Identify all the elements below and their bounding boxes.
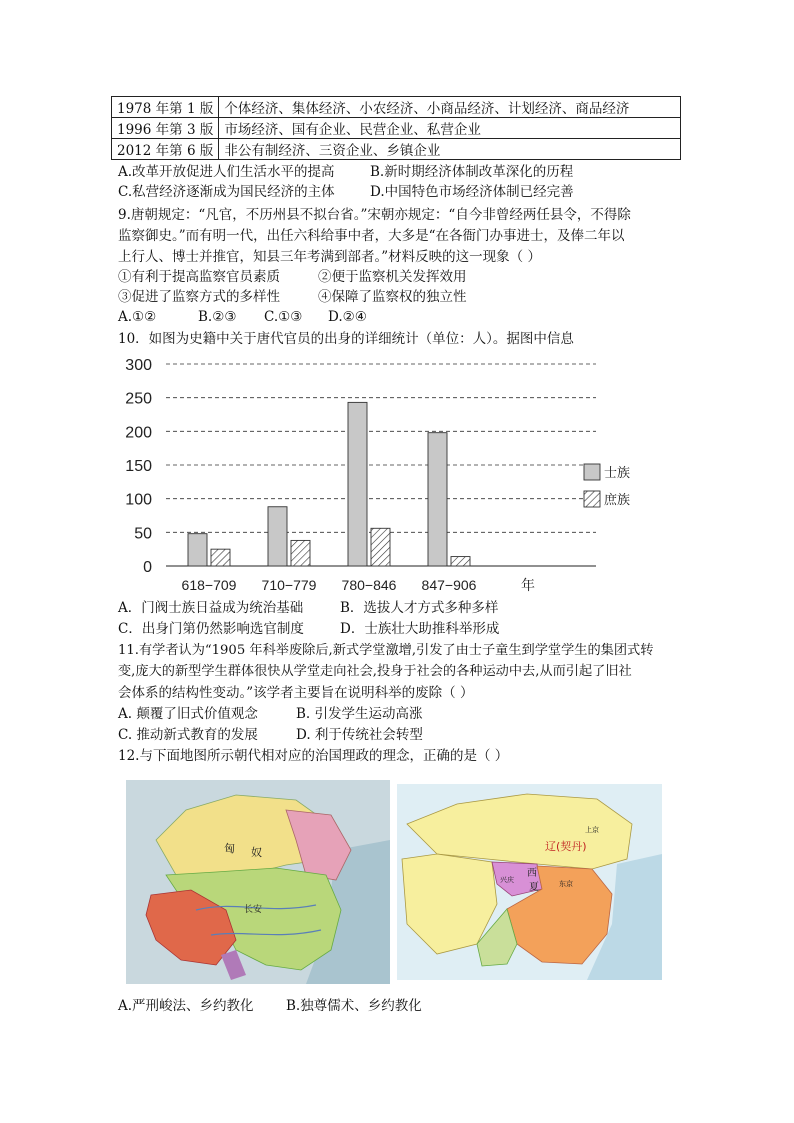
q9-stem-line-1: 9.唐朝规定：“凡官，不历州县不拟台省。”宋朝亦规定：“自今非曾经两任县令，不得除 bbox=[118, 207, 631, 223]
q9-statement-1: ①有利于提高监察官员素质 bbox=[118, 269, 280, 285]
y-tick-label: 50 bbox=[134, 525, 152, 543]
q11-option-d: D. 利于传统社会转型 bbox=[296, 727, 423, 743]
economy-terms-table bbox=[111, 96, 681, 160]
x-tick-label: 710−779 bbox=[261, 577, 317, 593]
table-cell-content: 市场经济、国有企业、民营企业、私营企业 bbox=[219, 118, 681, 139]
map1-label-nu: 奴 bbox=[251, 846, 262, 859]
map2-label-dongjing: 东京 bbox=[559, 880, 573, 888]
q9-option-c: C.①③ bbox=[264, 309, 303, 325]
q9-stem-line-2: 监察御史。”而有明一代，出任六科给事中者，大多是“在各衙门办事进士，及俸二年以 bbox=[118, 228, 625, 244]
table-row bbox=[112, 97, 681, 118]
table-cell-edition: 2012 年第 6 版 bbox=[112, 139, 219, 160]
q10-option-c: C．出身门第仍然影响选官制度 bbox=[118, 621, 304, 637]
map1-label-xiong: 匈 bbox=[224, 842, 235, 855]
table-cell-edition: 1996 年第 3 版 bbox=[112, 118, 219, 139]
map2-label-shangjing: 上京 bbox=[585, 826, 599, 834]
q10-option-a: A．门阀士族日益成为统治基础 bbox=[118, 600, 304, 616]
q8-option-b: B.新时期经济体制改革深化的历程 bbox=[370, 164, 574, 180]
legend-swatch bbox=[584, 464, 600, 480]
q10-stem: 10．如图为史籍中关于唐代官员的出身的详细统计（单位：人）。据图中信息 bbox=[118, 331, 574, 347]
map1-label-changan: 长安 bbox=[244, 905, 263, 915]
q8-option-d: D.中国特色市场经济体制已经完善 bbox=[370, 184, 574, 200]
tang-officials-origin-chart bbox=[118, 352, 634, 596]
q11-stem-line-2: 变,庞大的新型学生群体很快从学堂走向社会,投身于社会的各种运动中去,从而引起了旧社 bbox=[118, 664, 632, 679]
bar-shuzu bbox=[451, 557, 470, 566]
q12-option-b: B.独尊儒术、乡约教化 bbox=[286, 998, 422, 1014]
y-tick-label: 0 bbox=[143, 559, 152, 576]
legend-swatch bbox=[584, 491, 600, 507]
table-row bbox=[112, 139, 681, 160]
y-tick-label: 250 bbox=[125, 390, 152, 408]
map2-label-xingqing: 兴庆 bbox=[500, 876, 514, 884]
q9-option-d: D.②④ bbox=[328, 309, 367, 325]
map2-label-liao: 辽(契丹) bbox=[545, 840, 587, 853]
q9-statement-3: ③促进了监察方式的多样性 bbox=[118, 289, 280, 305]
q11-option-c: C. 推动新式教育的发展 bbox=[118, 727, 258, 743]
table-cell-content: 个体经济、集体经济、小农经济、小商品经济、计划经济、商品经济 bbox=[219, 97, 681, 118]
y-tick-label: 100 bbox=[125, 491, 152, 509]
song-dynasty-map bbox=[397, 784, 662, 980]
table-cell-edition: 1978 年第 1 版 bbox=[112, 97, 219, 118]
bar-shizu bbox=[268, 507, 287, 566]
map2-label-xi: 西 bbox=[527, 868, 537, 879]
q8-option-a: A.改革开放促进人们生活水平的提高 bbox=[118, 164, 335, 180]
q9-option-a: A.①② bbox=[118, 309, 157, 325]
y-tick-label: 150 bbox=[125, 458, 152, 475]
han-dynasty-map bbox=[126, 780, 390, 984]
map2-label-xia: 夏 bbox=[529, 882, 539, 893]
q8-option-c: C.私营经济逐渐成为国民经济的主体 bbox=[118, 184, 335, 200]
q10-option-d: D．士族壮大助推科举形成 bbox=[340, 621, 500, 637]
y-tick-label: 200 bbox=[125, 424, 152, 442]
q12-option-a: A.严刑峻法、乡约教化 bbox=[118, 998, 254, 1014]
q11-stem-line-1: 11.有学者认为“1905 年科举废除后,新式学堂激增,引发了由士子童生到学堂学生的集团式转 bbox=[118, 643, 654, 658]
q9-statement-2: ②便于监察机关发挥效用 bbox=[318, 269, 467, 285]
table-cell-content: 非公有制经济、三资企业、乡镇企业 bbox=[219, 139, 681, 160]
x-tick-label: 847−906 bbox=[421, 577, 477, 593]
x-axis-unit-label: 年 bbox=[521, 578, 535, 594]
bar-shizu bbox=[348, 402, 367, 566]
bar-shizu bbox=[428, 433, 447, 566]
bar-shuzu bbox=[211, 549, 230, 566]
q9-option-b: B.②③ bbox=[198, 309, 237, 325]
y-tick-label: 300 bbox=[125, 357, 152, 374]
q11-option-b: B. 引发学生运动高涨 bbox=[296, 706, 423, 722]
q10-option-b: B．选拔人才方式多种多样 bbox=[340, 600, 499, 616]
table-row bbox=[112, 118, 681, 139]
q9-statement-4: ④保障了监察权的独立性 bbox=[318, 289, 467, 305]
x-tick-label: 780−846 bbox=[341, 577, 397, 593]
q9-stem-line-3: 上行人、博士并推官，知县三年考满到部者。”材料反映的这一现象（ ） bbox=[118, 249, 541, 265]
q11-stem-line-3: 会体系的结构性变动。”该学者主要旨在说明科举的废除（ ） bbox=[118, 685, 474, 701]
bar-shizu bbox=[188, 534, 207, 566]
q12-stem: 12.与下面地图所示朝代相对应的治国理政的理念，正确的是（ ） bbox=[118, 748, 509, 764]
legend-label: 庶族 bbox=[604, 493, 631, 508]
bar-shuzu bbox=[291, 540, 310, 566]
q11-option-a: A. 颠覆了旧式价值观念 bbox=[118, 706, 258, 722]
legend-label: 士族 bbox=[604, 466, 631, 481]
bar-shuzu bbox=[371, 528, 390, 566]
x-tick-label: 618−709 bbox=[181, 577, 237, 593]
